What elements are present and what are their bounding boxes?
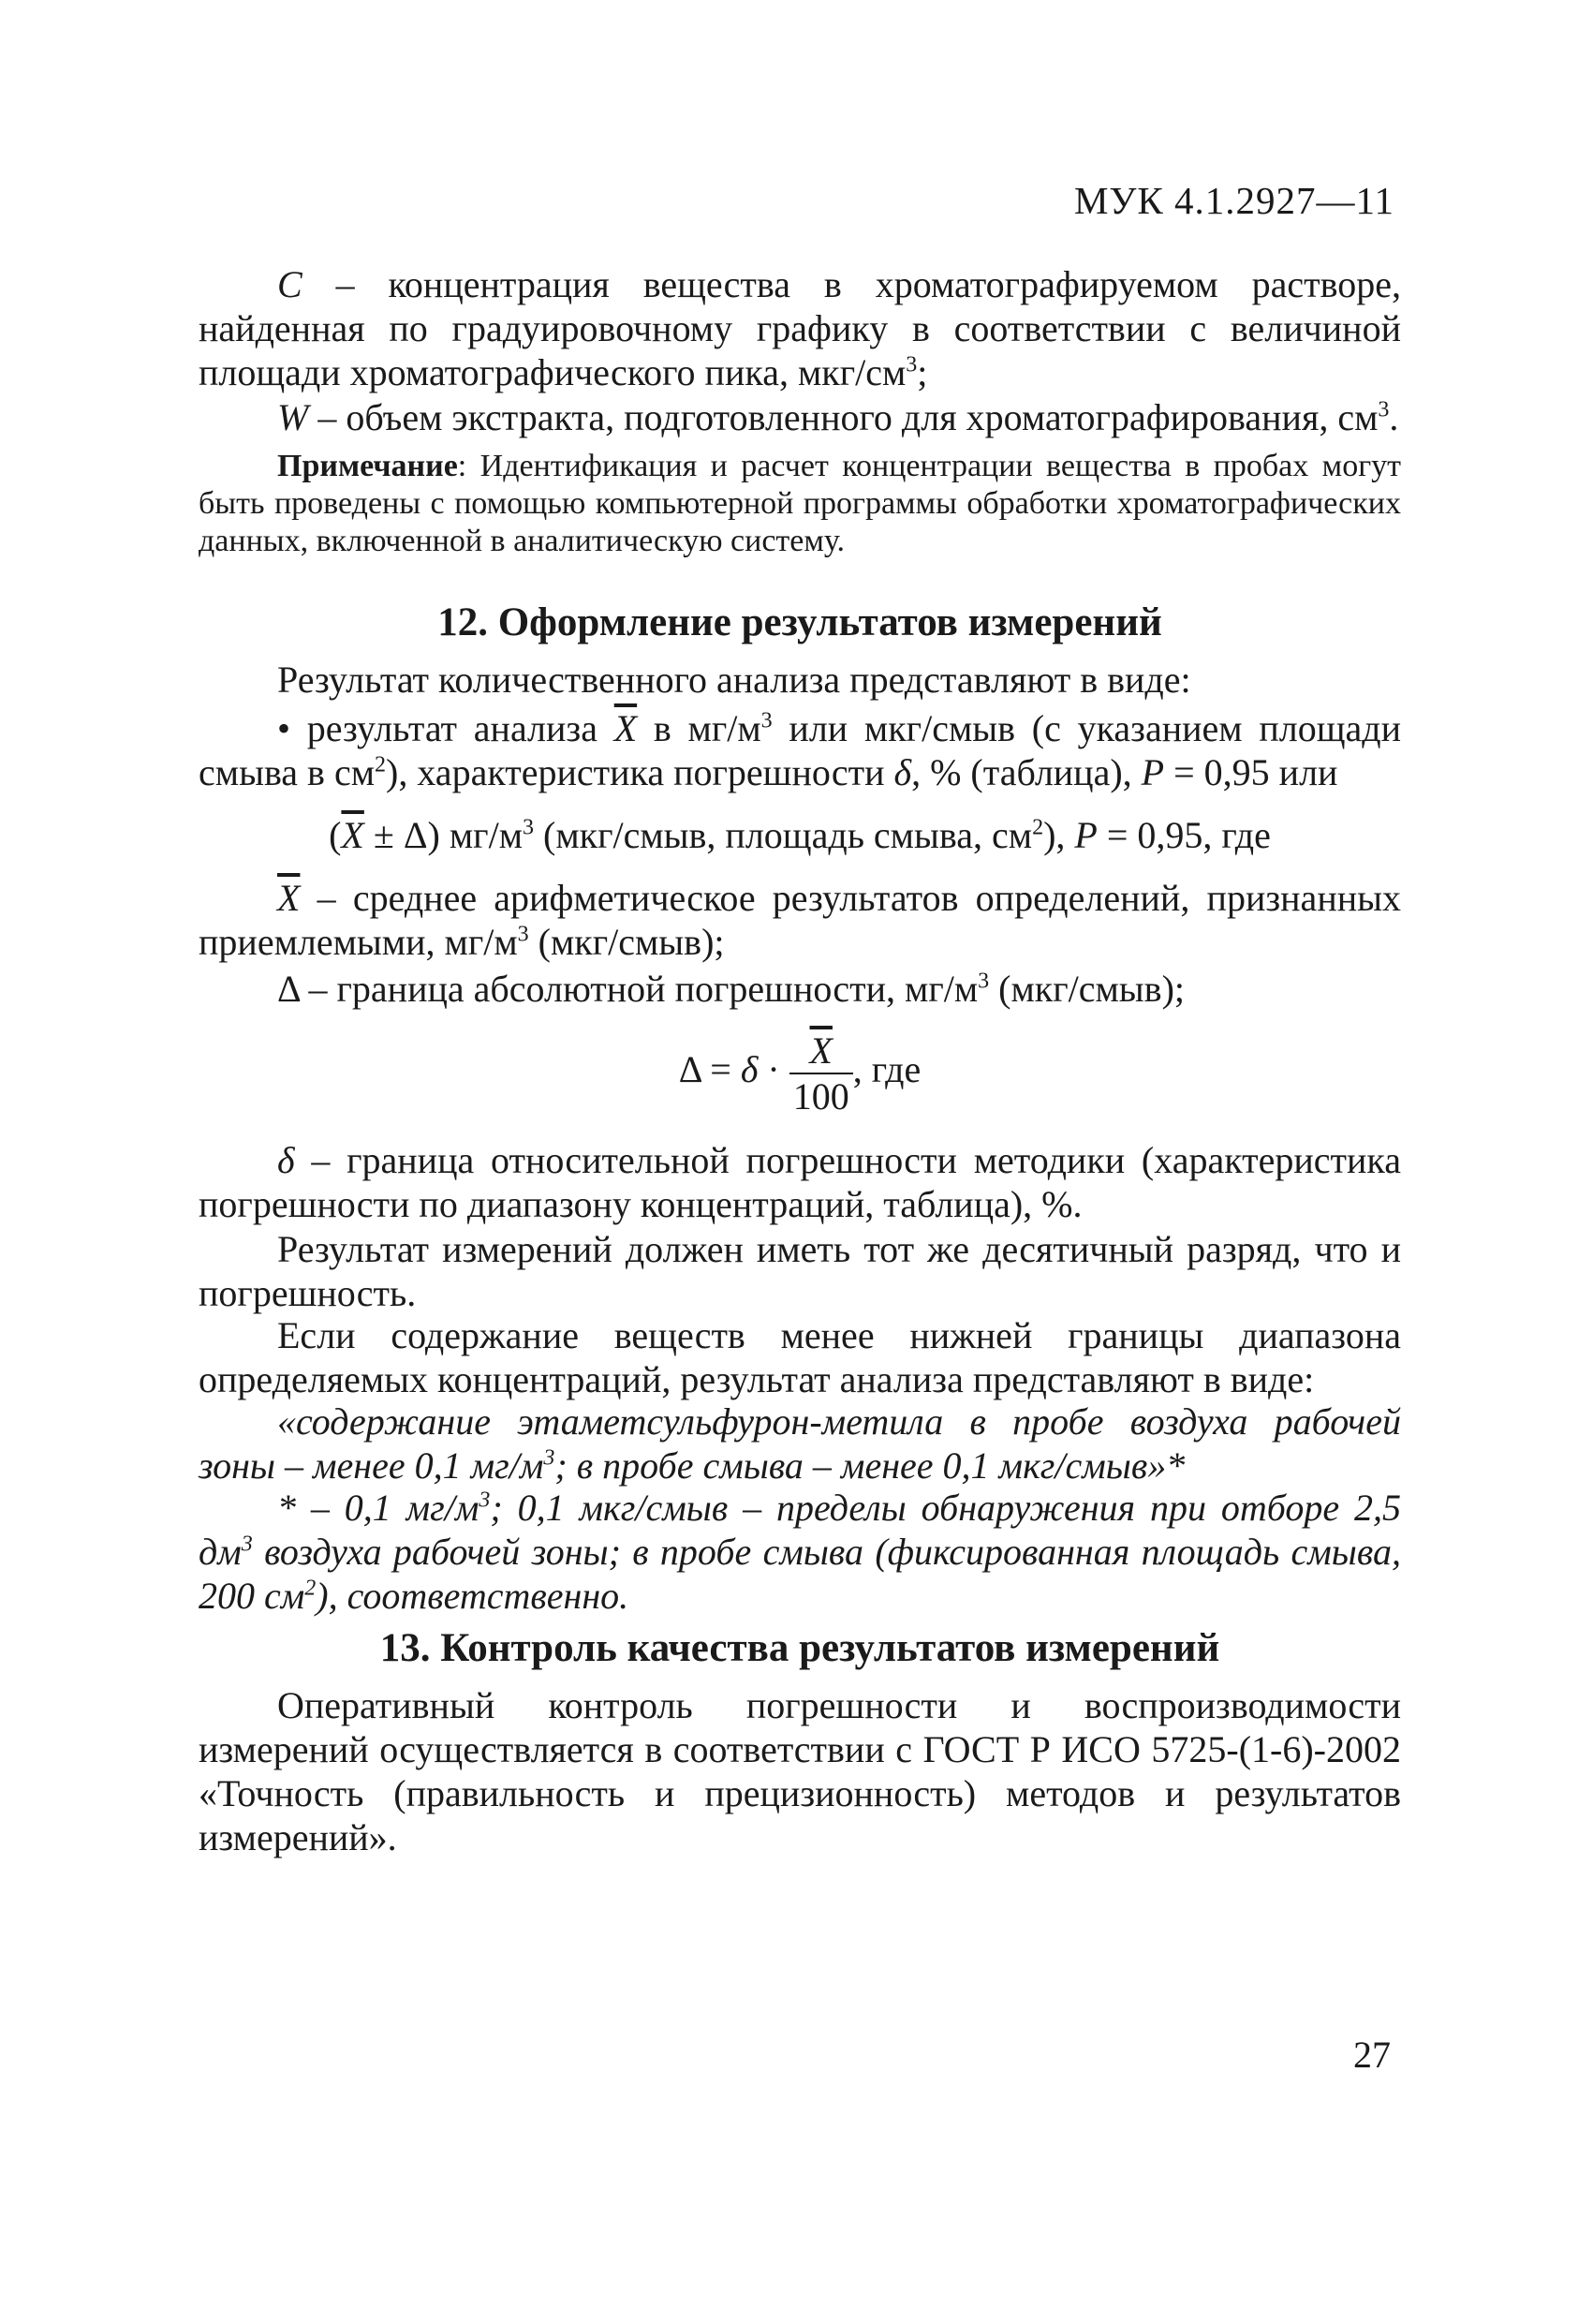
delta-definition: Δ – граница абсолютной погрешности, $мг/м^3$ (мкг/смыв); bbox=[277, 968, 1186, 1010]
section-12-intro: Результат количественного анализа представляют в виде: bbox=[277, 659, 1191, 701]
formula-fraction: $\frac{\overline{X}}{100}$ bbox=[789, 1029, 853, 1118]
page-number: 27 bbox=[1353, 2034, 1391, 2076]
interval-expression: $(\overline{X} \pm \Delta)$ $мг/м^3$ (мкг/смыв, площадь смыва, $см^2$), P = 0,95, где bbox=[329, 814, 1271, 856]
sigma-definition: δ – граница относительной погрешности методики (характеристика погрешности по диапазону концентраций, таблица), %. bbox=[199, 1139, 1401, 1225]
section-12-title: 12. Оформление результатов измерений bbox=[437, 600, 1162, 644]
xbar-definition: $\overline{X}$ – среднее арифметическое результатов определений, признанных приемлемыми, $мг/м^3$ (мкг/смыв); bbox=[199, 877, 1401, 963]
document-code: МУК 4.1.2927—11 bbox=[1073, 179, 1394, 222]
definition-c: C – концентрация вещества в хроматографируемом растворе, найденная по градуировочному графику в соответствии с величиной площади хроматографического пика, мкг/$см^3$; bbox=[199, 263, 1401, 393]
delta-formula: Δ = δ · $\frac{\overline{X}}{100}$ , где bbox=[678, 1029, 922, 1118]
detection-limits-footnote: * – 0,1 $мг/м^3$; 0,1 мкг/смыв – пределы обнаружения при отборе 2,5 $дм^3$ воздуха рабочей зоны; в пробе смыва (фиксированная площадь смыва, 200 $см^2$), соответственно. bbox=[199, 1487, 1402, 1617]
note-label: Примечание bbox=[277, 449, 458, 483]
decimal-rule: Результат измерений должен иметь тот же десятичный разряд, что и погрешность. bbox=[199, 1228, 1401, 1314]
note-text: : Идентификация и расчет концентрации вещества в пробах могут быть проведены с помощью компьютерной программы обработки хроматографических данных, включенной в аналитическую систему. bbox=[199, 449, 1401, 558]
section-13-text: Оперативный контроль погрешности и воспроизводимости измерений осуществляется в соответствии с ГОСТ Р ИСО 5725-(1-6)-2002 «Точность (правильность и прецизионность) методов и результатов измерений». bbox=[199, 1684, 1401, 1858]
below-range-rule: Если содержание веществ менее нижней границы диапазона определяемых концентраций, результат анализа представляют в виде: bbox=[199, 1314, 1401, 1400]
definition-w: W – объем экстракта, подготовленного для хроматографирования, $см^3$. bbox=[277, 396, 1399, 438]
section-13-title: 13. Контроль качества результатов измерений bbox=[379, 1626, 1220, 1670]
note bbox=[199, 448, 1401, 560]
result-bullet: • результат анализа $\overline{X}$ в $мг/м^3$ или мкг/смыв (с указанием площади смыва в $см^2$), характеристика погрешности δ, % (таблица), P = 0,95 или bbox=[199, 707, 1402, 793]
below-range-quote: «содержание этаметсульфурон-метила в пробе воздуха рабочей зоны – менее 0,1 $мг/м^3$; в пробе смыва – менее 0,1 мкг/смыв»* bbox=[199, 1400, 1401, 1487]
